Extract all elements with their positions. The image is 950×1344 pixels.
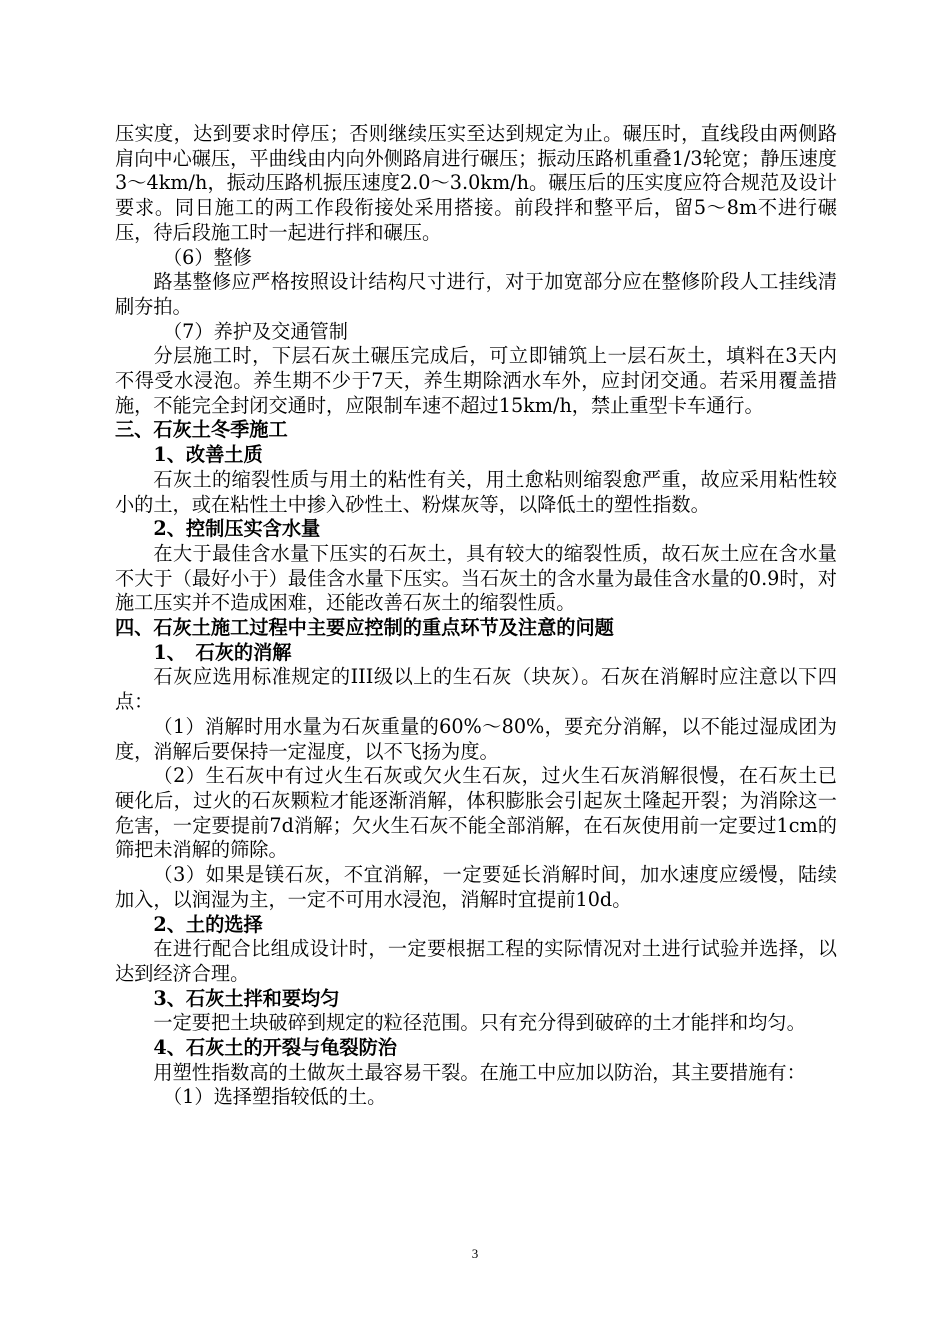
paragraph-soil-selection: 在进行配合比组成设计时，一定要根据工程的实际情况对土进行试验并选择，以达到经济合理。 xyxy=(115,937,837,985)
paragraph-uniform-mixing: 一定要把土块破碎到规定的粒径范围。只有充分得到破碎的土才能拌和均匀。 xyxy=(153,1011,806,1035)
paragraph-slaking-1: （1）消解时用水量为石灰重量的60%～80%，要充分消解，以不能过湿成团为度，消解后要保持一定湿度，以不飞扬为度。 xyxy=(115,714,837,763)
paragraph-lime-selection: 石灰应选用标准规定的III级以上的生石灰（块灰）。石灰在消解时应注意以下四点： xyxy=(115,665,837,714)
heading-uniform-mixing: 3、石灰土拌和要均匀 xyxy=(153,986,340,1010)
heading-lime-slaking: 1、 石灰的消解 xyxy=(153,640,292,664)
heading-moisture-control: 2、控制压实含水量 xyxy=(153,517,321,541)
section-heading-key-points: 四、石灰土施工过程中主要应控制的重点环节及注意的问题 xyxy=(115,616,614,640)
paragraph-finishing: 路基整修应严格按照设计结构尺寸进行，对于加宽部分应在整修阶段人工挂线清刷夯拍。 xyxy=(115,270,837,318)
subheading-finishing: （6）整修 xyxy=(163,245,252,269)
paragraph-compaction: 压实度，达到要求时停压；否则继续压实至达到规定为止。碾压时，直线段由两侧路肩向中心碾压，平曲线由内向外侧路肩进行碾压；振动压路机重叠1/3轮宽；静压速度3～4km/h，振动压路机振压速度2.0～3.0km/h。碾压后的压实度应符合规范及设计要求。同日施工的两工作段衔接处采用搭接。前段拌和整平后，留5～8m不进行碾压，待后段施工时一起进行拌和碾压。 xyxy=(115,122,837,244)
page-number: 3 xyxy=(471,1246,479,1261)
section-heading-winter: 三、石灰土冬季施工 xyxy=(115,418,288,442)
paragraph-moisture-control: 在大于最佳含水量下压实的石灰土，具有较大的缩裂性质，故石灰土应在含水量不大于（最好小于）最佳含水量下压实。当石灰土的含水量为最佳含水量的0.9时，对施工压实并不造成困难，还能改善石灰土的缩裂性质。 xyxy=(115,541,837,615)
list-item-low-plasticity: （1）选择塑指较低的土。 xyxy=(163,1085,387,1109)
document-body xyxy=(115,122,837,1110)
paragraph-crack-prevention: 用塑性指数高的土做灰土最容易干裂。在施工中应加以防治，其主要措施有： xyxy=(153,1060,806,1084)
subheading-curing-traffic: （7）养护及交通管制 xyxy=(163,319,348,343)
paragraph-slaking-2: （2）生石灰中有过火生石灰或欠火生石灰，过火生石灰消解很慢，在石灰土已硬化后，过火的石灰颗粒才能逐渐消解，体积膨胀会引起灰土隆起开裂；为消除这一危害，一定要提前7d消解；欠火生石灰不能全部消解，在石灰使用前一定要过1cm的筛把未消解的筛除。 xyxy=(115,764,837,862)
paragraph-curing-traffic: 分层施工时，下层石灰土碾压完成后，可立即铺筑上一层石灰土，填料在3天内不得受水浸泡。养生期不少于7天，养生期除洒水车外，应封闭交通。若采用覆盖措施，不能完全封闭交通时，应限制车速不超过15km/h，禁止重型卡车通行。 xyxy=(115,344,837,417)
paragraph-slaking-3: （3）如果是镁石灰，不宜消解，一定要延长消解时间，加水速度应缓慢，陆续加入，以润湿为主，一定不可用水浸泡，消解时宜提前10d。 xyxy=(115,863,837,911)
paragraph-improve-soil: 石灰土的缩裂性质与用土的粘性有关，用土愈粘则缩裂愈严重，故应采用粘性较小的土，或在粘性土中掺入砂性土、粉煤灰等，以降低土的塑性指数。 xyxy=(115,467,837,516)
heading-improve-soil: 1、改善土质 xyxy=(153,443,263,467)
heading-soil-selection: 2、土的选择 xyxy=(153,912,263,936)
heading-crack-prevention: 4、石灰土的开裂与龟裂防治 xyxy=(153,1036,397,1060)
